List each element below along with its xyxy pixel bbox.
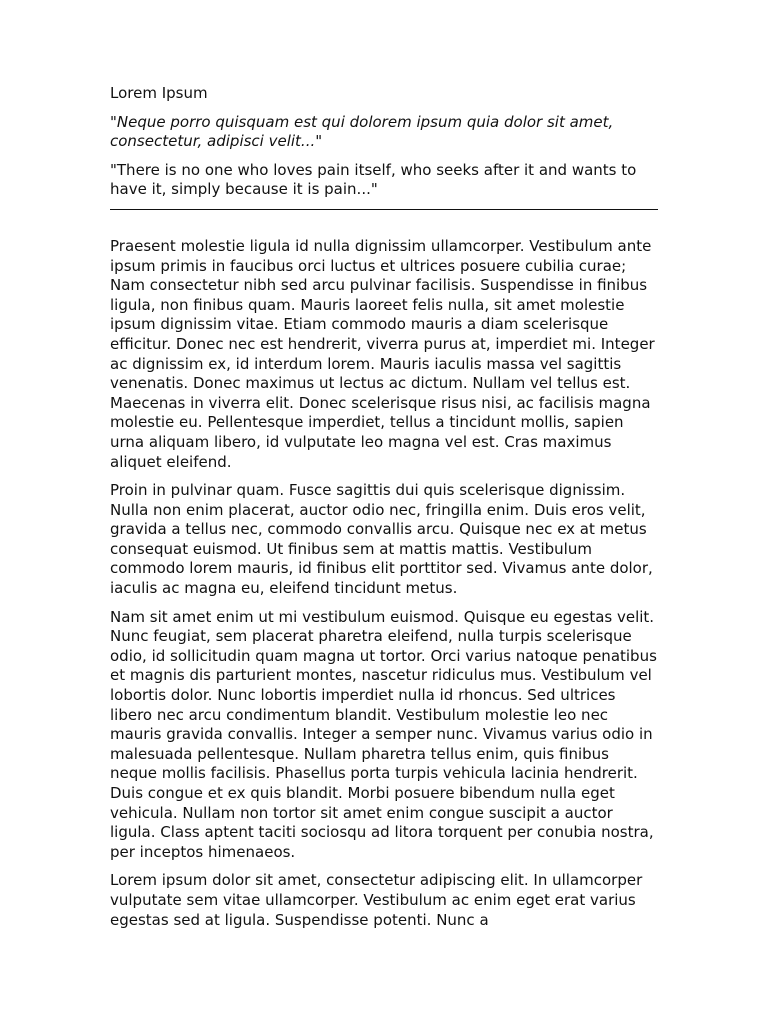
paragraph: Nam sit amet enim ut mi vestibulum euismod. Quisque eu egestas velit. Nunc feugiat, sem placerat pharetra eleifend, nulla turpis scelerisque odio, id sollicitudin quam magna ut tortor. Orci varius natoque penatibus et magnis dis parturient montes, nascetur ridiculus mus. Vestibulum vel lobortis dolor. Nunc lobortis imperdiet nulla id rhoncus. Sed ultrices libero nec arcu condimentum blandit. Vestibulum molestie leo nec mauris gravida convallis. Integer a semper nunc. Vivamus varius odio in malesuada pellentesque. Nullam pharetra tellus enim, quis finibus neque mollis facilisis. Phasellus porta turpis vehicula lacinia hendrerit. Duis congue et ex quis blandit. Morbi posuere bibendum nulla eget vehicula. Nullam non tortor sit amet enim congue suscipit a auctor ligula. Class aptent taciti sociosqu ad litora torquent per conubia nostra, per inceptos himenaeos. [110,607,657,861]
document-body [110,237,658,930]
latin-quote-text: Neque porro quisquam est qui dolorem ipsum quia dolor sit amet, consectetur, adipisci velit... [110,112,614,151]
english-quote: "There is no one who loves pain itself, who seeks after it and wants to have it, simply because it is pain..." [110,160,637,199]
latin-quote-open: " [110,112,117,131]
document-page [110,84,658,939]
document-title: Lorem Ipsum [110,84,208,102]
paragraph: Lorem ipsum dolor sit amet, consectetur adipiscing elit. In ullamcorper vulputate sem vitae ullamcorper. Vestibulum ac enim eget erat varius egestas sed at ligula. Suspendisse potenti. Nunc a [110,871,643,929]
paragraph: Proin in pulvinar quam. Fusce sagittis dui quis scelerisque dignissim. Nulla non enim placerat, auctor odio nec, fringilla enim. Duis eros velit, gravida a tellus nec, commodo convallis arcu. Quisque nec ex at metus consequat euismod. Ut finibus sem at mattis mattis. Vestibulum commodo lorem mauris, id finibus elit porttitor sed. Vivamus ante dolor, iaculis ac magna eu, eleifend tincidunt metus. [110,481,653,598]
header-divider [110,209,658,210]
paragraph: Praesent molestie ligula id nulla dignissim ullamcorper. Vestibulum ante ipsum primis in faucibus orci luctus et ultrices posuere cubilia curae; Nam consectetur nibh sed arcu pulvinar facilisis. Suspendisse in finibus ligula, non finibus quam. Mauris laoreet felis nulla, sit amet molestie ipsum dignissim vitae. Etiam commodo mauris a diam scelerisque efficitur. Donec nec est hendrerit, viverra purus at, imperdiet mi. Integer ac dignissim ex, id interdum lorem. Mauris iaculis massa vel sagittis venenatis. Donec maximus ut lectus ac dictum. Nullam vel tellus est. Maecenas in viverra elit. Donec scelerisque risus nisi, ac facilisis magna molestie eu. Pellentesque imperdiet, tellus a tincidunt mollis, sapien urna aliquam libero, id vulputate leo magna vel est. Cras maximus aliquet eleifend. [110,236,655,471]
latin-quote [110,113,658,152]
latin-quote-close: " [315,132,323,151]
